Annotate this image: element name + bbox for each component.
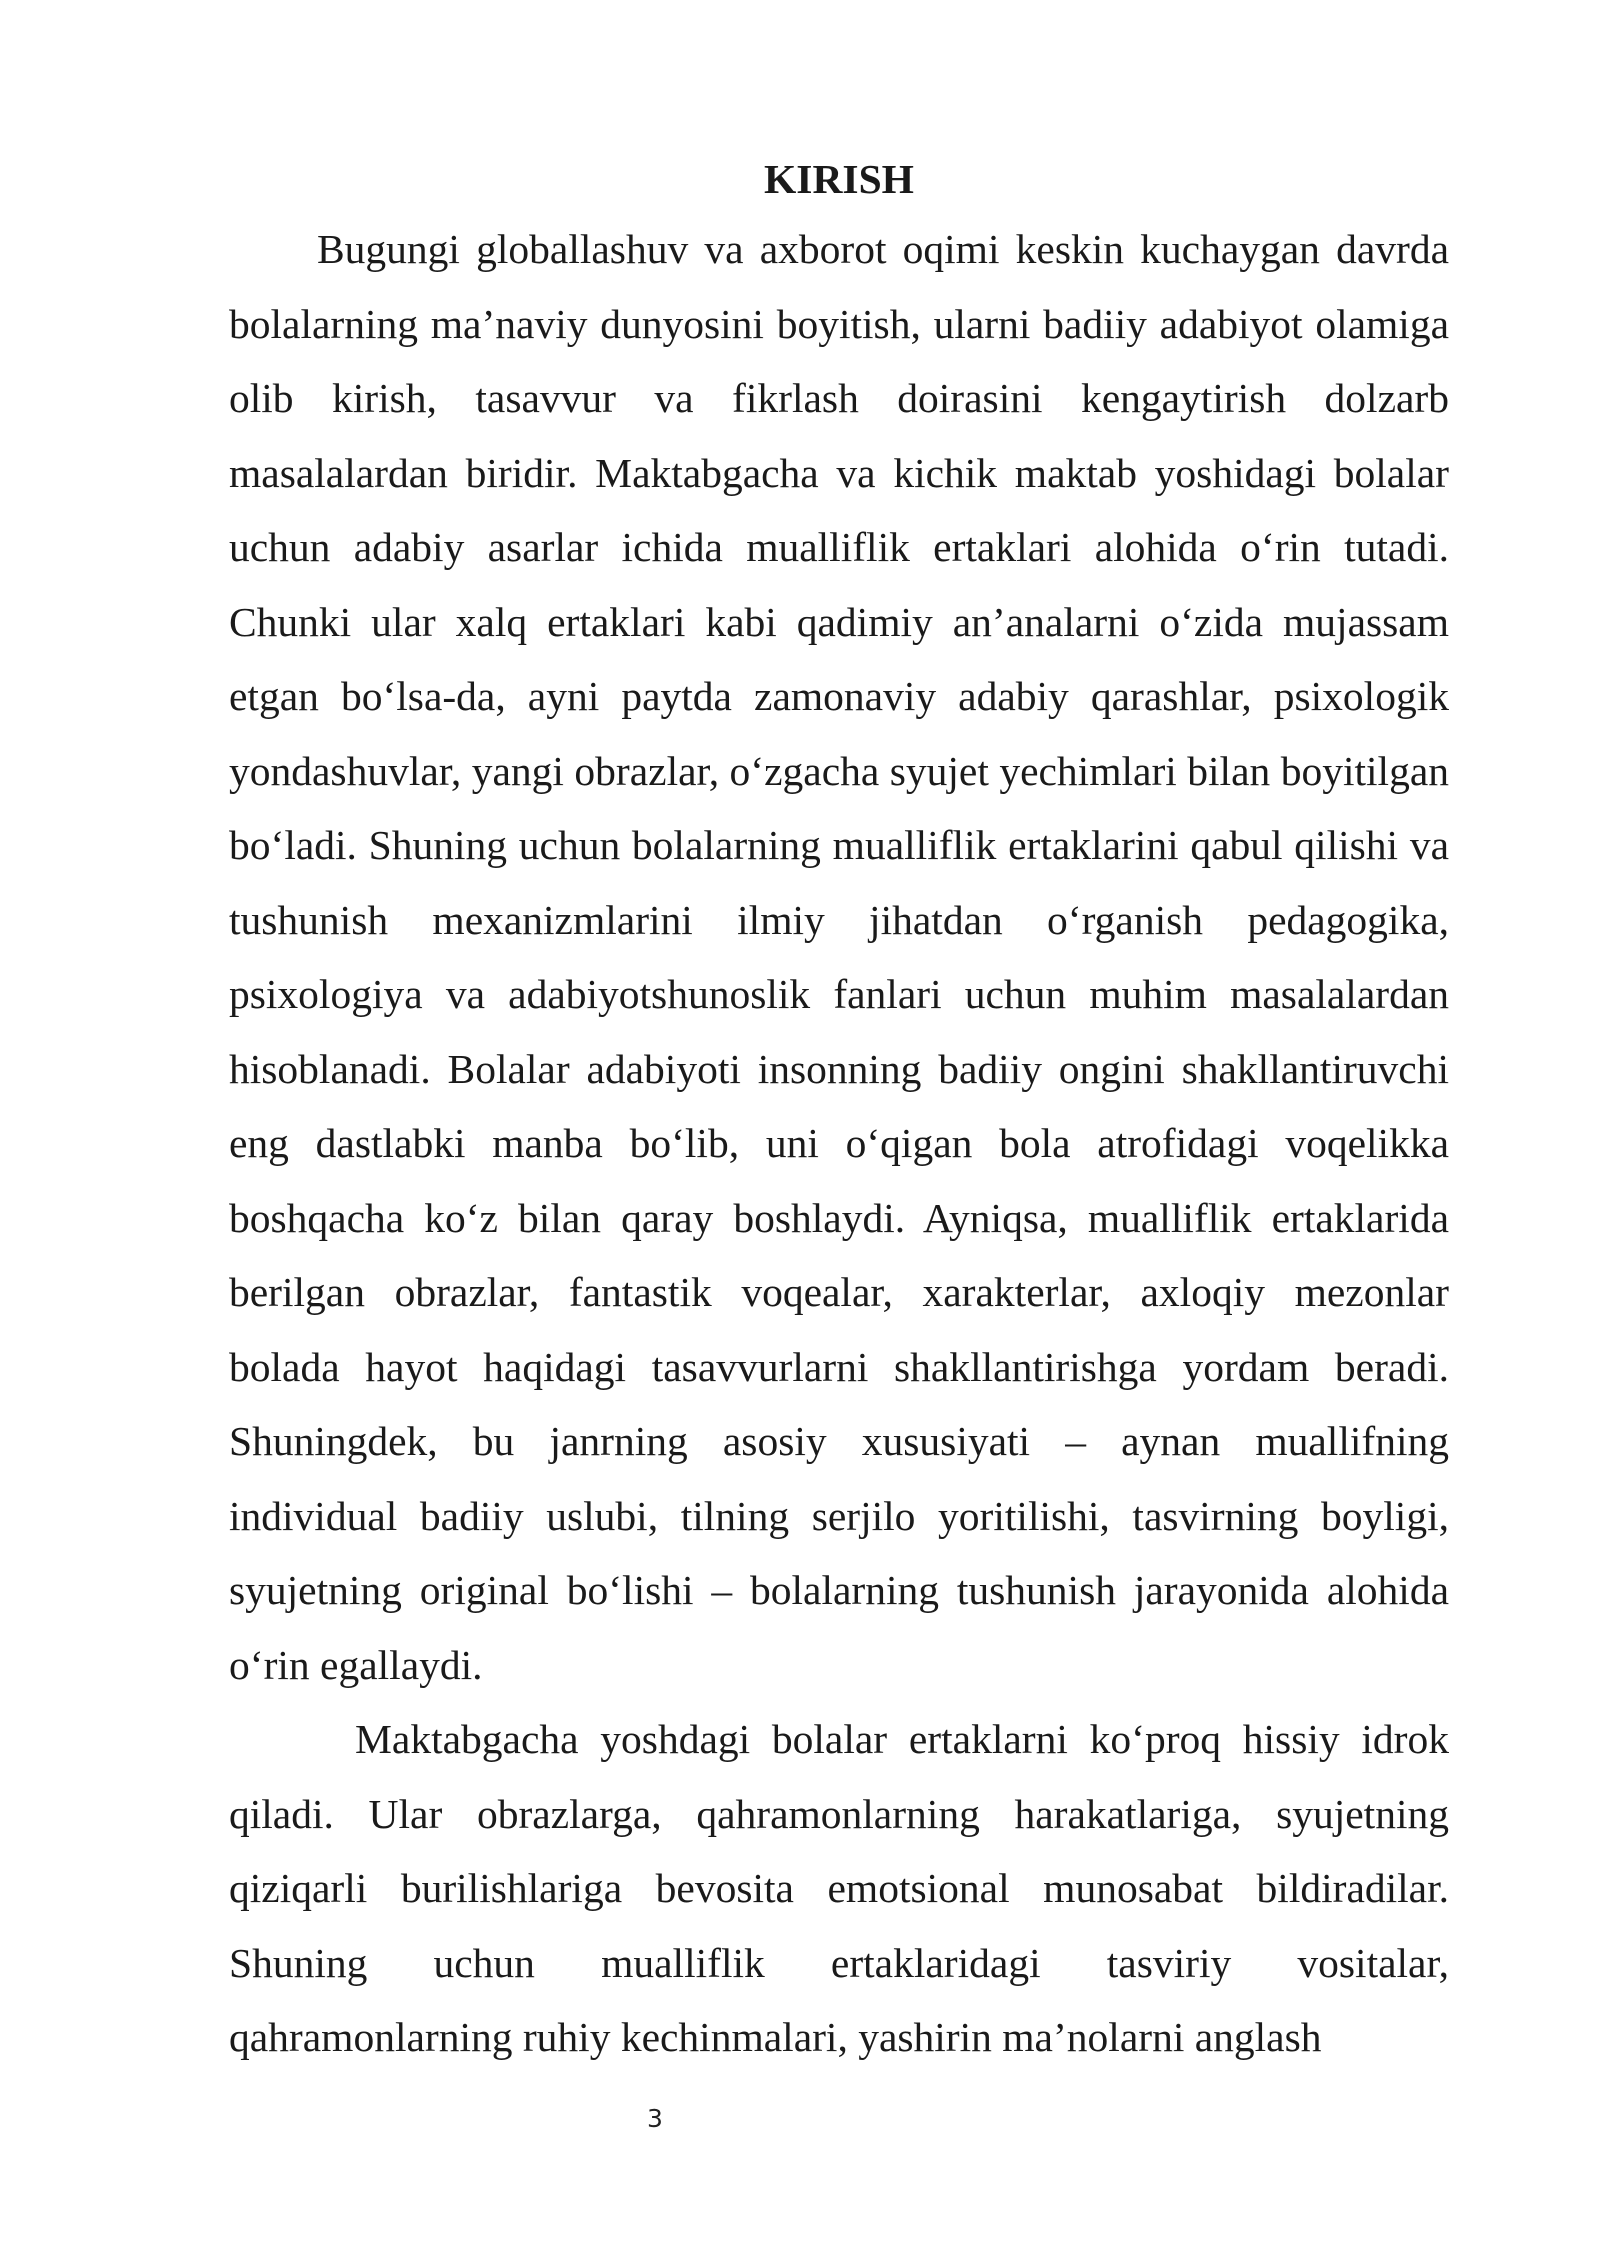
page-content [229,146,1449,2075]
page-number: 3 [647,2104,663,2133]
paragraph-1: Bugungi globallashuv va axborot oqimi keskin kuchaygan davrda bolalarning ma’naviy dunyosini boyitish, ularni badiiy adabiyot olamiga olib kirish, tasavvur va fikrlash doirasini kengaytirish dolzarb masalalardan biridir. Maktabgacha va kichik maktab yoshidagi bolalar uchun adabiy asarlar ichida mualliflik ertaklari alohida o‘rin tutadi. Chunki ular xalq ertaklari kabi qadimiy an’analarni o‘zida mujassam etgan bo‘lsa-da, ayni paytda zamonaviy adabiy qarashlar, psixologik yondashuvlar, yangi obrazlar, o‘zgacha syujet yechimlari bilan boyitilgan bo‘ladi. Shuning uchun bolalarning mualliflik ertaklarini qabul qilishi va tushunish mexanizmlarini ilmiy jihatdan o‘rganish pedagogika, psixologiya va adabiyotshunoslik fanlari uchun muhim masalalardan hisoblanadi. Bolalar adabiyoti insonning badiiy ongini shakllantiruvchi eng dastlabki manba bo‘lib, uni o‘qigan bola atrofidagi voqelikka boshqacha ko‘z bilan qaray boshlaydi. Ayniqsa, mualliflik ertaklarida berilgan obrazlar, fantastik voqealar, xarakterlar, axloqiy mezonlar bolada hayot haqidagi tasavvurlarni shakllantirishga yordam beradi. Shuningdek, bu janrning asosiy xususiyati – aynan muallifning individual badiiy uslubi, tilning serjilo yoritilishi, tasvirning boyligi, syujetning original bo‘lishi – bolalarning tushunish jarayonida alohida o‘rin egallaydi. [229,226,1449,1688]
paragraph-2: Maktabgacha yoshdagi bolalar ertaklarni ko‘proq hissiy idrok qiladi. Ular obrazlarga, qahramonlarning harakatlariga, syujetning qiziqarli burilishlariga bevosita emotsional munosabat bildiradilar. Shuning uchun mualliflik ertaklaridagi tasviriy vositalar, qahramonlarning ruhiy kechinmalari, yashirin ma’nolarni anglash [229,1716,1449,2060]
section-title: KIRISH [764,156,914,202]
